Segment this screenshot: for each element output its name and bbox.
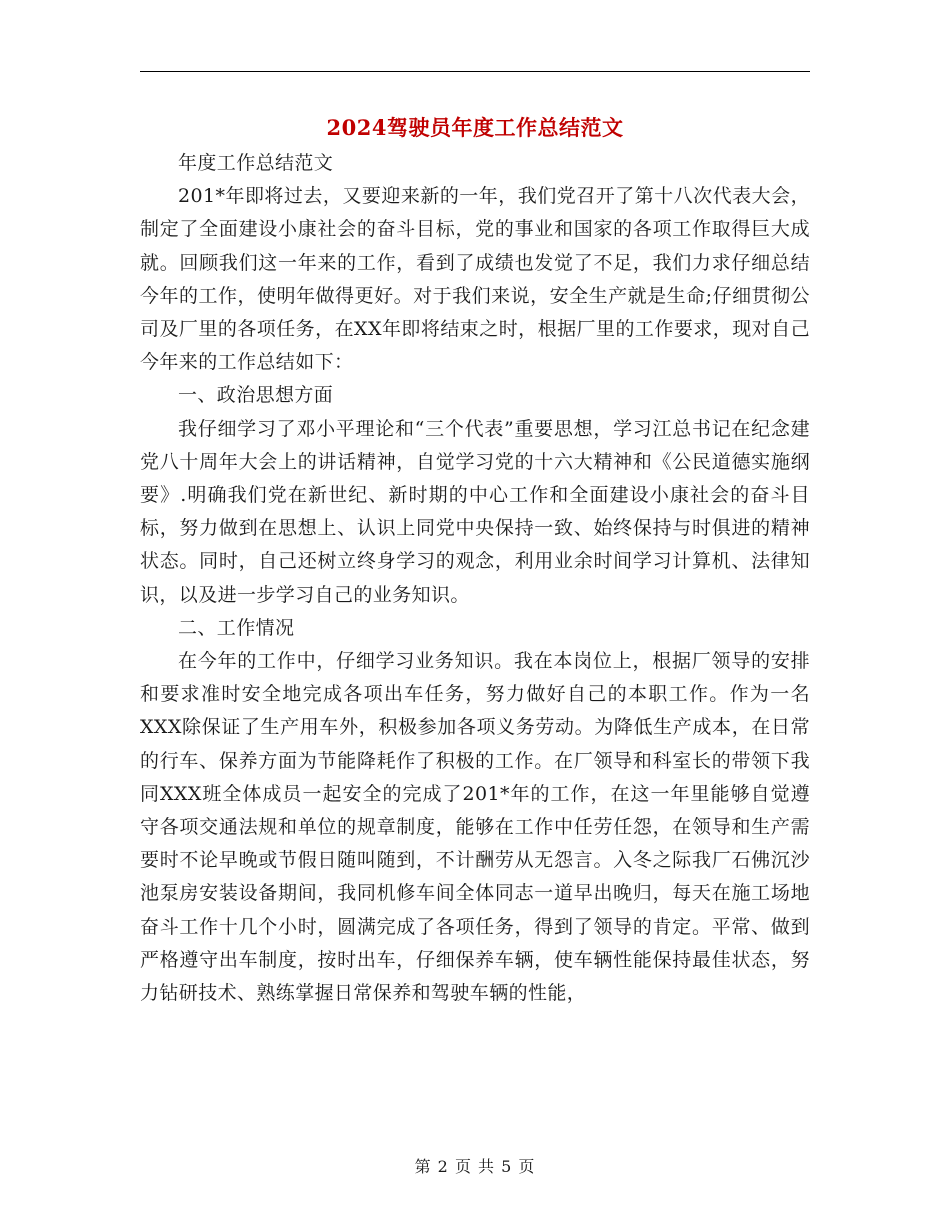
paragraph-subtitle: 年度工作总结范文	[178, 152, 334, 174]
page-number-footer: 第 2 页 共 5 页	[414, 1157, 536, 1176]
paragraph-intro: 201*年即将过去，又要迎来新的一年，我们党召开了第十八次代表大会，制定了全面建设小康社会的奋斗目标，党的事业和国家的各项工作取得巨大成就。回顾我们这一年来的工作，看到了成绩也发觉了不足，我们力求仔细总结今年的工作，使明年做得更好。对于我们来说，安全生产就是生命;仔细贯彻公司及厂里的各项任务，在XX年即将结束之时，根据厂里的工作要求，现对自己今年来的工作总结如下：	[140, 185, 810, 374]
paragraph-political: 我仔细学习了邓小平理论和“三个代表”重要思想，学习江总书记在纪念建党八十周年大会上的讲话精神，自觉学习党的十六大精神和《公民道德实施纲要》.明确我们党在新世纪、新时期的中心工作和全面建设小康社会的奋斗目标，努力做到在思想上、认识上同党中央保持一致、始终保持与时俱进的精神状态。同时，自己还树立终身学习的观念，利用业余时间学习计算机、法律知识，以及进一步学习自己的业务知识。	[140, 417, 810, 606]
paragraph-work: 在今年的工作中，仔细学习业务知识。我在本岗位上，根据厂领导的安排和要求准时安全地完成各项出车任务，努力做好自己的本职工作。作为一名XXX除保证了生产用车外，积极参加各项义务劳动。为降低生产成本，在日常的行车、保养方面为节能降耗作了积极的工作。在厂领导和科室长的带领下我同XXX班全体成员一起安全的完成了201*年的工作，在这一年里能够自觉遵守各项交通法规和单位的规章制度，能够在工作中任劳任怨，在领导和生产需要时不论早晚或节假日随叫随到，不计酬劳从无怨言。入冬之际我厂石佛沉沙池泵房安装设备期间，我同机修车间全体同志一道早出晚归，每天在施工场地奋斗工作十几个小时，圆满完成了各项任务，得到了领导的肯定。平常、做到严格遵守出车制度，按时出车，仔细保养车辆，使车辆性能保持最佳状态，努力钻研技术、熟练掌握日常保养和驾驶车辆的性能，	[140, 650, 810, 1005]
section-heading-political: 一、政治思想方面	[178, 384, 334, 407]
document-body	[140, 147, 810, 1010]
document-title: 2024驾驶员年度工作总结范文	[326, 115, 624, 140]
header-rule	[140, 71, 810, 72]
section-heading-work: 二、工作情况	[178, 616, 295, 639]
